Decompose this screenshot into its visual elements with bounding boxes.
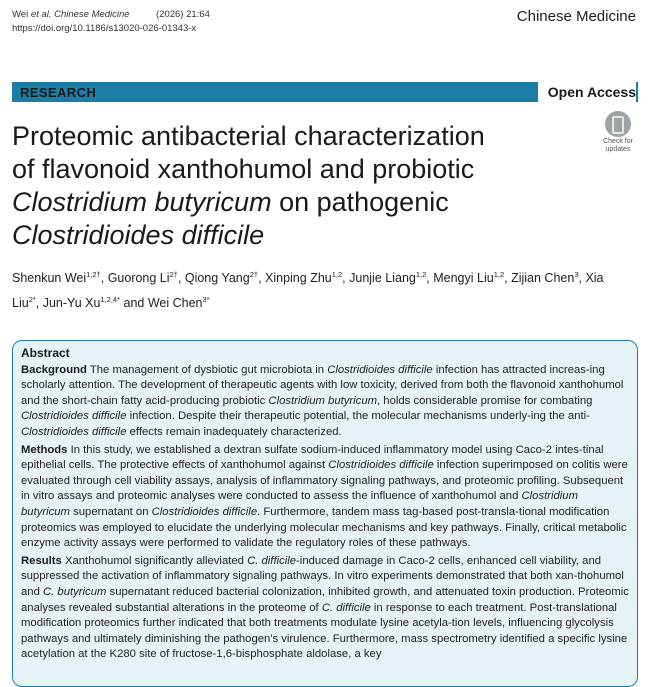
author-affiliation: 2† (169, 270, 178, 279)
abstract-methods: Methods In this study, we established a dextran sulfate sodium-induced inflammatory model using Caco-2 intes-tinal epithelial cells. The protective effects of xanthohumol against Clostridioides difficile infection superimposed on colitis were evaluated through cell viability assays, analysis of inflammatory signaling pathways, and proteomic profiling. Subsequent in vitro assays and proteomic analyses were conducted to assess the influence of xanthohumol and Clostridium butyricum supernatant on Clostridioides difficile. Furthermore, tandem mass tag-based post-transla-tional modification proteomics was employed to elucidate the underlying molecular mechanisms and key pathways. Finally, critical metabolic enzyme activity assays were performed to validate the regulatory roles of these pathways. (21, 443, 628, 550)
author-name[interactable]: Wei Chen$^{3*}$ (147, 295, 210, 311)
author-affiliation: 1,2,4* (100, 295, 121, 305)
author-name[interactable]: Xinping Zhu$^{1,2}$ (265, 270, 343, 286)
species-name: Clostridium butyricum (268, 394, 378, 407)
author-affiliation: 1,2 (493, 270, 505, 279)
author-name[interactable]: Shenkun Wei$^{1,2\dagger}$ (12, 270, 101, 286)
article-title: Proteomic antibacterial characterization of flavonoid xanthohumol and probiotic Clostridium butyricum on pathogenic Clostridioides difficile (12, 121, 485, 250)
species-name: C. difficile (321, 601, 371, 614)
author-name[interactable]: Junjie Liang$^{1,2}$ (349, 270, 427, 286)
species-name: Clostridioides difficile (328, 459, 434, 472)
abstract-background: Background The management of dysbiotic gut microbiota in Clostridioides difficile infection has attracted increas-ing scholarly attention. The development of therapeutic agents with low toxicity, derived from both the flavonoid xanthohumol and the short-chain fatty acid-producing probiotic Clostridium butyricum, holds considerable promise for combating Clostridioides difficile infection. Despite their therapeutic potential, the molecular mechanisms underly-ing the anti-Clostridioides difficile effects remain inadequately characterized. (21, 363, 624, 438)
author-name[interactable]: Mengyi Liu$^{1,2}$ (433, 270, 505, 286)
citation-year: (2026) 21:64 (156, 9, 210, 20)
doi-link[interactable]: https://doi.org/10.1186/s13020-026-01343-x (12, 23, 197, 34)
author-name[interactable]: Zijian Chen$^3$ (511, 270, 579, 286)
open-access-label: Open Access (538, 82, 636, 102)
citation-line: Wei et al. Chinese Medicine (2026) 21:64 (12, 9, 210, 20)
abstract-heading: Abstract (21, 346, 70, 360)
article-type-label: RESEARCH (20, 85, 97, 100)
species-name: C. butyricum (43, 585, 107, 598)
species-name: Clostridioides difficile (21, 410, 127, 423)
citation-header (12, 8, 210, 36)
species-name: Clostridioides difficile (21, 425, 127, 438)
author-affiliation: 2* (28, 295, 36, 305)
author-affiliation: 3 (574, 270, 579, 279)
author-name[interactable]: Jun-Yu $Xu^{1,2,4*}$ (42, 295, 121, 311)
abstract-results: Results Xanthohumol significantly alleviated C. difficile-induced damage in Caco-2 cells, enhanced cell viability, and suppressed the activation of inflammatory signaling pathways. In vitro experiments demonstrated that both xan-thohumol and C. butyricum supernatant reduced bacterial colonization, inhibited growth, and attenuated toxin production. Proteomic analyses revealed substantial alterations in the proteome of C. difficile in response to each treatment. Post-translational modification proteomics further indicated that both treatments modulate lysine acetyla-tion levels, influencing glycolysis pathways and ultimately diminishing the pathogen's virulence. Furthermore, mass spectrometry identified a specific lysine acetylation at the K280 site of fructose-1,6-bisphosphate aldolase, a key (21, 554, 629, 661)
author-affiliation: 2† (249, 270, 259, 279)
author-affiliation: 1,2 (331, 270, 343, 279)
author-name[interactable]: Guorong $Li^{2\dagger}$ (107, 270, 178, 286)
species-name: C. difficile (247, 554, 297, 567)
author-affiliation: 1,2† (86, 270, 101, 279)
author-affiliation: 1,2 (415, 270, 427, 279)
author-affiliation: 3* (202, 295, 210, 305)
species-name: Clostridium butyricum (21, 490, 578, 518)
journal-citation: et al. Chinese Medicine (30, 9, 130, 20)
abstract-box (12, 340, 638, 687)
species-name: Clostridioides difficile (327, 363, 433, 376)
author-name[interactable]: Xia Liu$^{2*}$ (12, 271, 604, 311)
journal-name: Chinese Medicine (516, 8, 636, 25)
author-list: Shenkun Wei$^{1,2\dagger}$, Guorong $Li^{2\dagger}$, Qiong Yang$^{2\dagger}$, Xinping Zhu$^{1,2}$, Junjie Liang$^{1,2}$, Mengyi Liu$^{1,2}$, Zijian Chen$^3$, Xia Liu$^{2*}$, Jun-Yu $Xu^{1,2,4*}$ and Wei Chen$^{3*}$ (12, 270, 604, 311)
check-for-updates-badge[interactable]: Check for updates (600, 111, 636, 154)
species-name: Clostridioides difficile (151, 505, 258, 518)
check-updates-icon (605, 111, 631, 137)
author-name[interactable]: Qiong Yang$^{2\dagger}$ (184, 270, 259, 286)
